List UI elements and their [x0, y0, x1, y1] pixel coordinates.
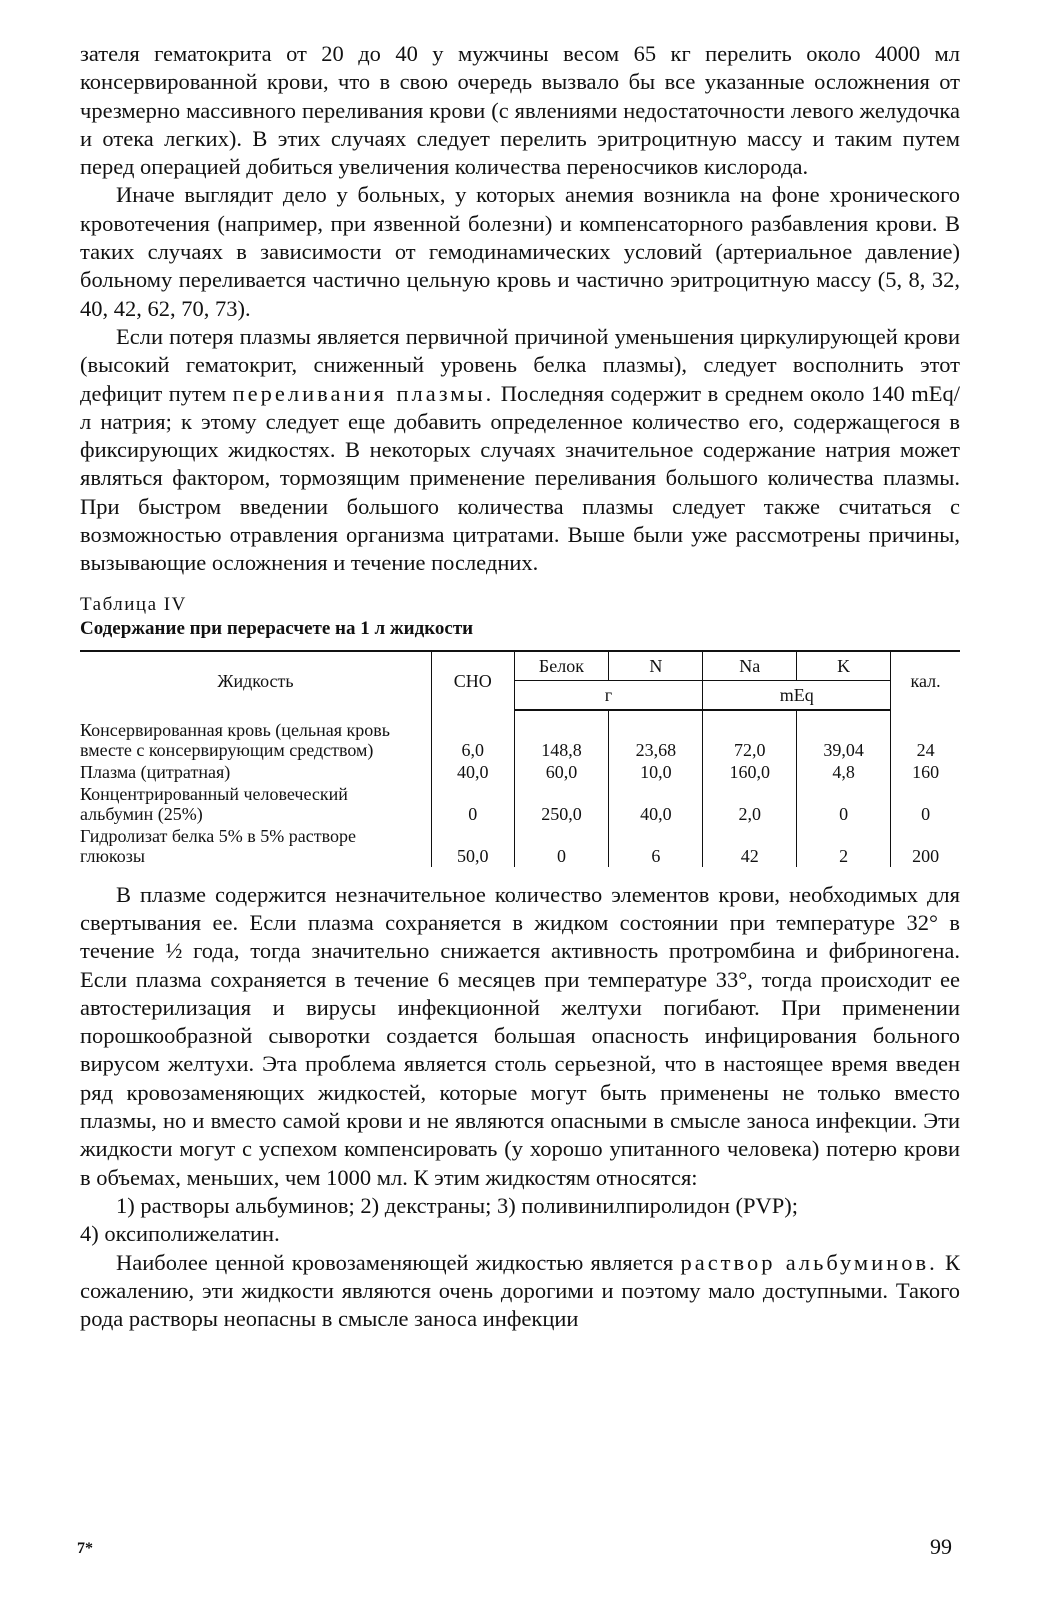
plasma-text-after: Последняя содержит в среднем около 140 mEq/л натрия; к этому следует еще добавить определенное количество его, содержащегося в фиксирующих жидкостях. В некоторых случаях значительное содержание натрия может являться фактором, тормозящим применение переливания большого количества плазмы. При быстром введении большого количества плазмы следует также считаться с возможностью отравления организма цитратами. Выше были уже рассмотрены причины, вызывающие осложнения и течение последних. — [80, 380, 960, 576]
header-unit-meq: mEq — [703, 680, 891, 710]
paragraph-albumin — [80, 1249, 960, 1334]
page-number: 99 — [930, 1534, 952, 1559]
row-cal: 160 — [891, 761, 960, 783]
row-name: Гидролизат белка 5% в 5% растворе глюкозы — [80, 825, 356, 866]
albumin-text-before: Наиболее ценной кровозаменяющей жидкостью является — [116, 1249, 681, 1275]
row-cho: 6,0 — [432, 710, 515, 761]
row-na: 2,0 — [703, 783, 797, 825]
list-line-1: 1) растворы альбуминов; 2) декстраны; 3) поливинилпиролидон (PVP); — [116, 1192, 798, 1218]
row-n: 10,0 — [609, 761, 703, 783]
row-cal: 0 — [891, 783, 960, 825]
header-fluid: Жидкость — [80, 651, 432, 710]
page-content — [80, 40, 960, 1333]
table-row — [80, 825, 960, 867]
row-cal: 24 — [891, 710, 960, 761]
row-cho: 0 — [432, 783, 515, 825]
header-na: Na — [703, 651, 797, 681]
header-n: N — [609, 651, 703, 681]
row-k: 4,8 — [797, 761, 891, 783]
paragraph-hematocrit: зателя гематокрита от 20 до 40 у мужчины весом 65 кг перелить около 4000 мл консервированной крови, что в свою очередь вызвало бы все указанные осложнения от чрезмерно массивного переливания крови (с явлениями недостаточности левого желудочка и отека легких). В этих случаях следует перелить эритроцитную массу и таким путем перед операцией добиться увеличения количества переносчиков кислорода. — [80, 41, 960, 180]
table-caption: Таблица IV — [80, 593, 187, 615]
row-name: Консервированная кровь (цельная кровь вместе с консервирующим средством) — [80, 719, 390, 760]
row-k: 2 — [797, 825, 891, 867]
list-line-2: 4) оксиполижелатин. — [80, 1221, 280, 1247]
albumin-text-spaced: раствор альбуминов. — [680, 1249, 938, 1275]
row-na: 72,0 — [703, 710, 797, 761]
header-unit-g: г — [514, 680, 703, 710]
row-protein: 148,8 — [514, 710, 609, 761]
table-row — [80, 783, 960, 825]
row-name: Плазма (цитратная) — [80, 761, 231, 782]
row-cal: 200 — [891, 825, 960, 867]
row-protein: 0 — [514, 825, 609, 867]
paragraph-plasma-storage: В плазме содержится незначительное количество элементов крови, необходимых для свертывания ее. Если плазма сохраняется в жидком состоянии при температуре 32° в течение ½ года, тогда значительно снижается активность протромбина и фибриногена. Если плазма сохраняется в течение 6 месяцев при температуре 33°, тогда происходит ее автостерилизация и вирусы инфекционной желтухи погибают. При применении порошкообразной сыворотки создается большая опасность инфицирования больного вирусом желтухи. Эта проблема является столь серьезной, что в настоящее время введен ряд кровозаменяющих жидкостей, которые могут быть применены не только вместо плазмы, но и вместо самой крови и не являются опасными в смысле заноса инфекции. Эти жидкости могут с успехом компенсировать (у хорошо упитанного человека) потерю крови в объемах, меньших, чем 1000 мл. К этим жидкостям относятся: — [80, 881, 960, 1190]
row-n: 6 — [609, 825, 703, 867]
paragraph-chronic-bleeding: Иначе выглядит дело у больных, у которых анемия возникла на фоне хронического кровотечения (например, при язвенной болезни) и компенсаторного разбавления крови. В таких случаях в зависимости от гемодинамических условий (артериальное давление) больному переливается частично цельную кровь и частично эритроцитную массу (5, 8, 32, 40, 42, 62, 70, 73). — [80, 182, 960, 321]
row-protein: 60,0 — [514, 761, 609, 783]
row-na: 160,0 — [703, 761, 797, 783]
signature-mark: 7* — [77, 1540, 93, 1557]
plasma-text-before: Если потеря плазмы является первичной причиной уменьшения циркулирующей крови (высокий гематокрит, сниженный уровень белка плазмы), следует восполнить этот дефицит путем — [80, 323, 960, 406]
header-cal: кал. — [891, 651, 960, 710]
row-k: 0 — [797, 783, 891, 825]
row-cho: 50,0 — [432, 825, 515, 867]
plasma-text-spaced: переливания плазмы. — [232, 380, 495, 406]
table-row — [80, 761, 960, 783]
header-protein: Белок — [514, 651, 609, 681]
fluid-content-table — [80, 650, 960, 867]
row-n: 40,0 — [609, 783, 703, 825]
row-name: Концентрированный человеческий альбумин (25%) — [80, 783, 348, 824]
header-k: K — [797, 651, 891, 681]
row-n: 23,68 — [609, 710, 703, 761]
row-k: 39,04 — [797, 710, 891, 761]
header-cho: СНО — [432, 651, 515, 710]
table-row — [80, 710, 960, 761]
paragraph-plasma-loss — [80, 323, 960, 578]
row-protein: 250,0 — [514, 783, 609, 825]
row-na: 42 — [703, 825, 797, 867]
table-title: Содержание при перерасчете на 1 л жидкости — [80, 617, 474, 639]
row-cho: 40,0 — [432, 761, 515, 783]
albumin-text-after: К сожалению, эти жидкости являются очень дорогими и поэтому мало доступными. Такого рода растворы неопасны в смысле заноса инфекции — [80, 1249, 960, 1332]
